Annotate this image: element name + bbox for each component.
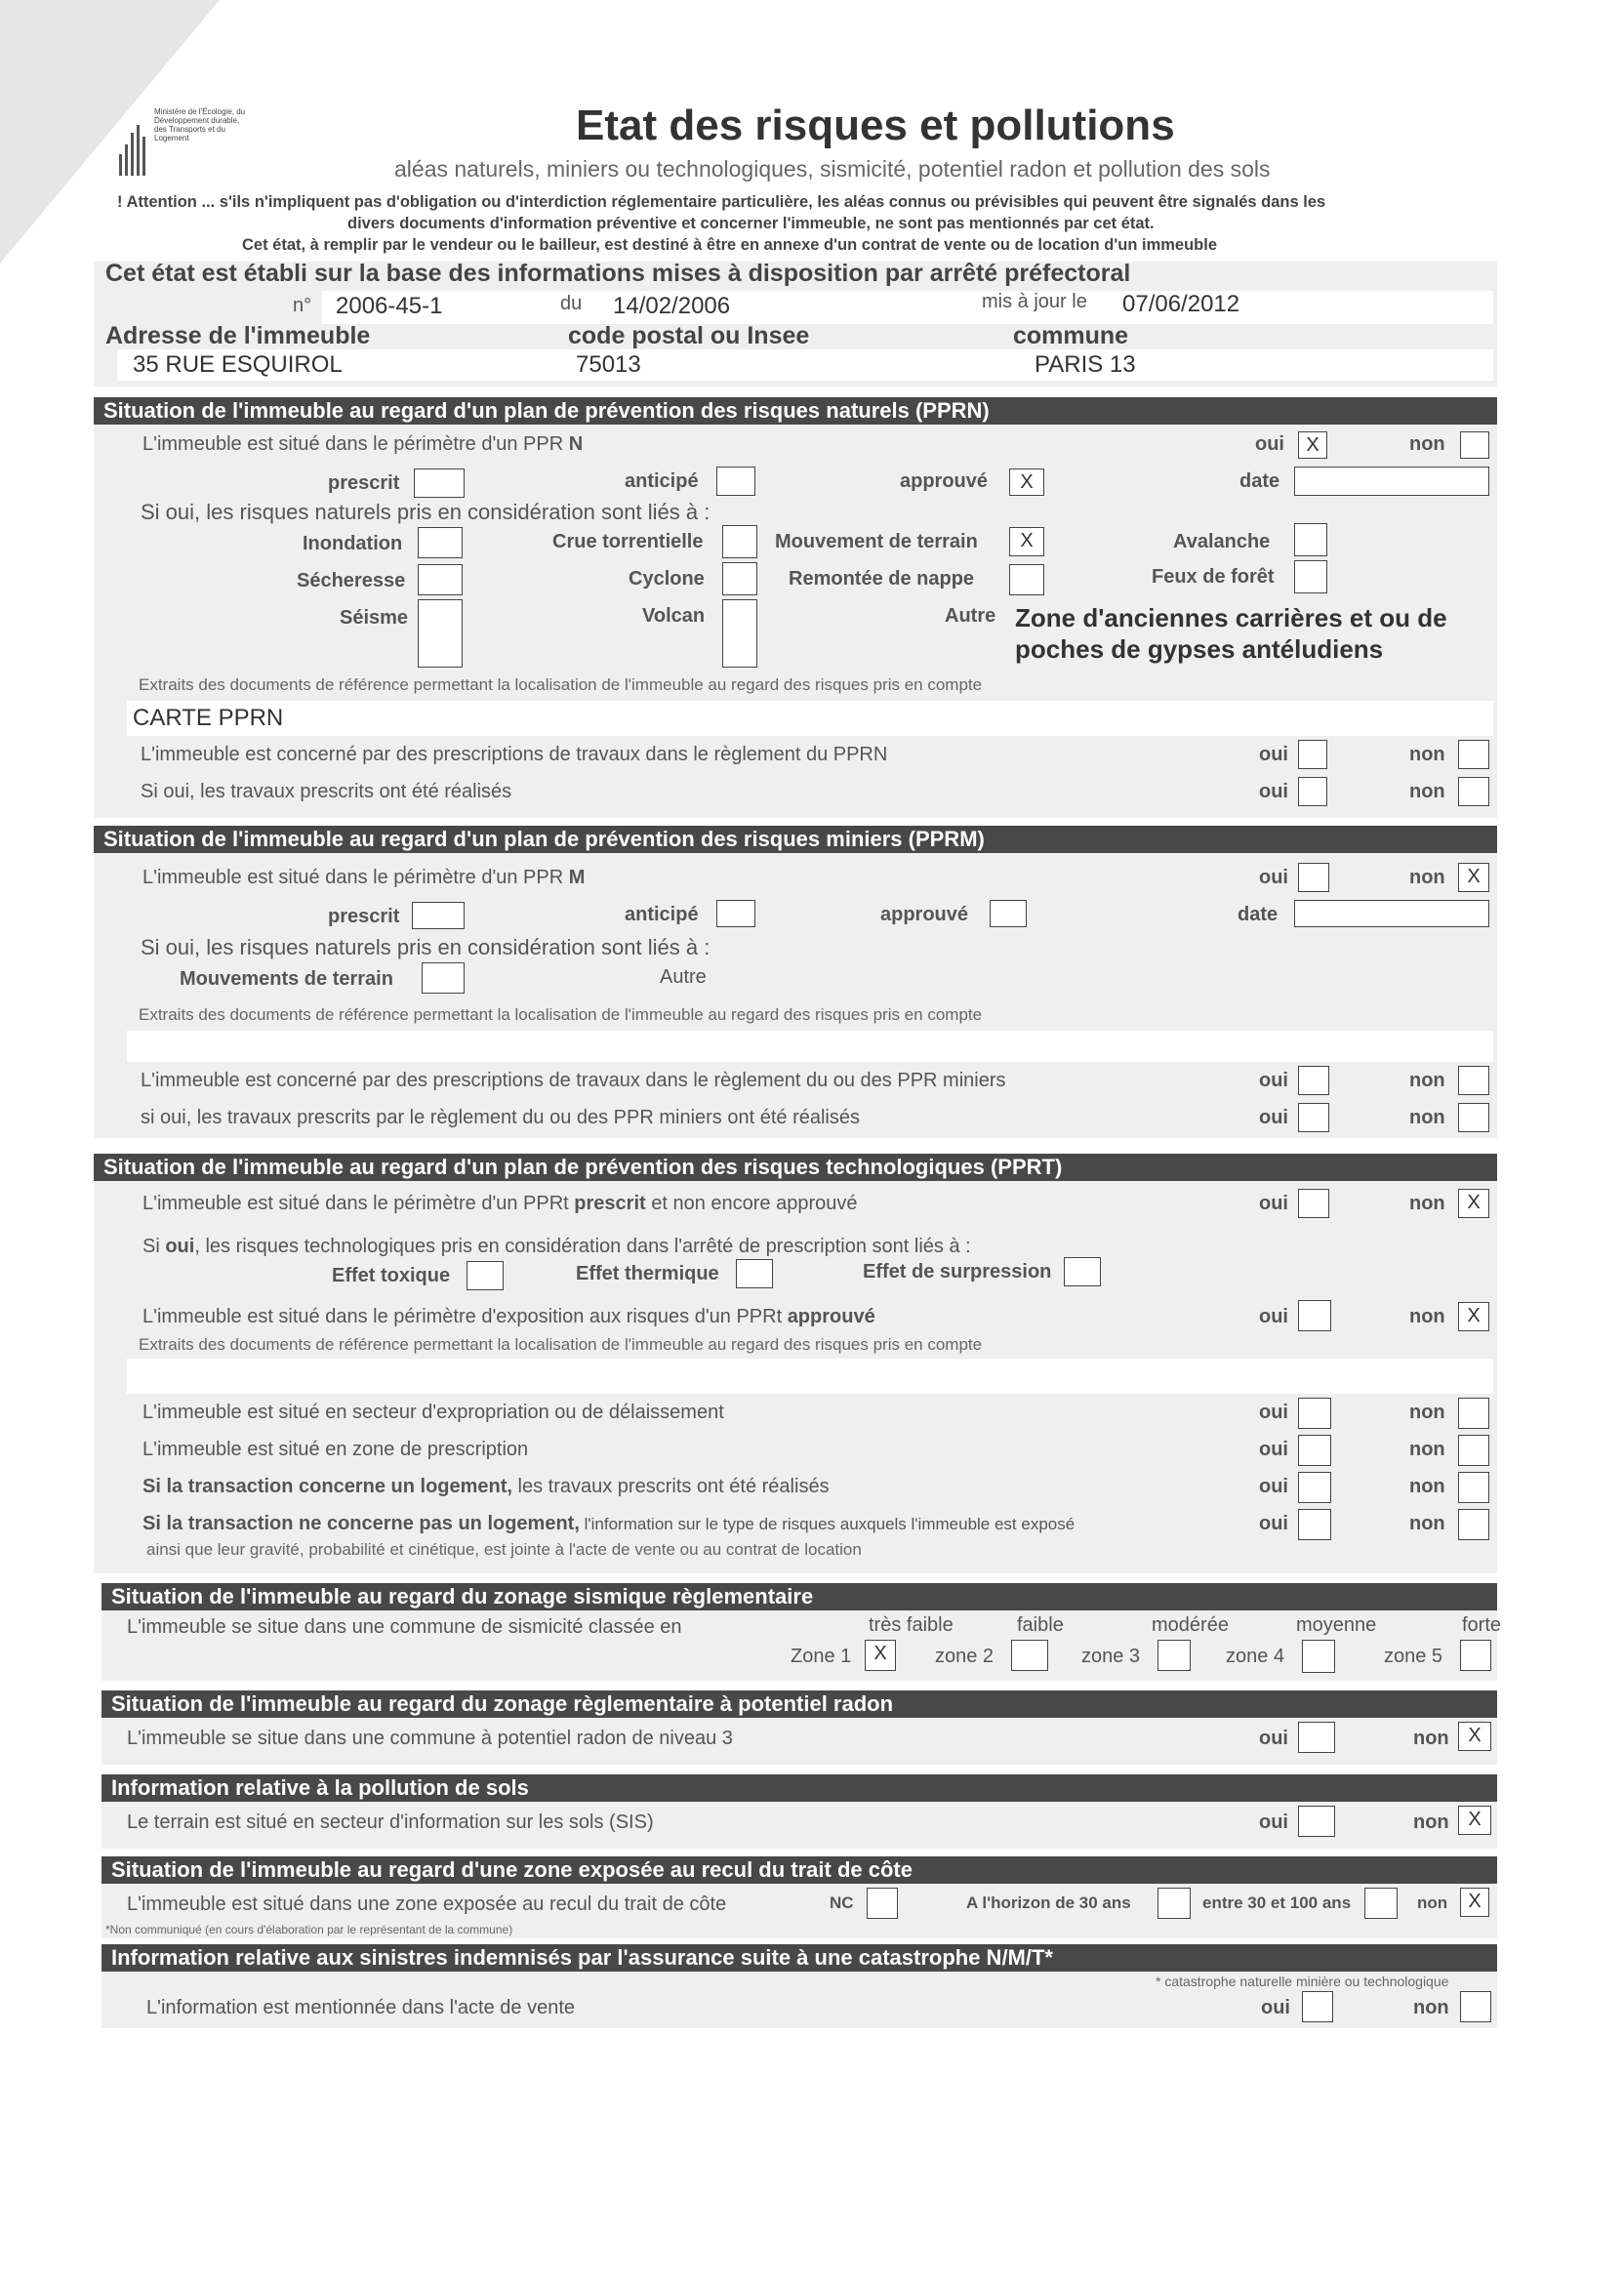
pprn-q3-non-label: non bbox=[1409, 781, 1445, 802]
pprm-prescrit-checkbox[interactable] bbox=[412, 902, 465, 929]
pprn-date-field[interactable] bbox=[1294, 467, 1489, 496]
sismique-zone1-checkbox[interactable]: X bbox=[865, 1640, 896, 1671]
sinistres-header: Information relative aux sinistres indemnisés par l'assurance suite à une catastrophe N/M/T* bbox=[102, 1944, 1497, 1972]
pprm-q3-oui-checkbox[interactable] bbox=[1298, 1103, 1329, 1132]
pprn-q2: L'immeuble est concerné par des prescriptions de travaux dans le règlement du PPRN bbox=[141, 744, 888, 765]
pprm-q1-non-label: non bbox=[1409, 867, 1445, 888]
pprt-q6-non-label: non bbox=[1409, 1513, 1445, 1534]
attention-line-2: divers documents d'information préventive et concerner l'immeuble, ne sont pas mentionnés par cet état. bbox=[347, 215, 1155, 232]
pprn-q3-oui-checkbox[interactable] bbox=[1298, 777, 1327, 806]
pprm-q2-non-label: non bbox=[1409, 1070, 1445, 1091]
pprt-q6: Si la transaction ne concerne pas un logement, l'information sur le type de risques auxquels l'immeuble est exposé bbox=[142, 1513, 1076, 1534]
pprn-inondation-label: Inondation bbox=[303, 533, 403, 554]
radon-q: L'immeuble se situe dans une commune à potentiel radon de niveau 3 bbox=[127, 1728, 733, 1749]
pprn-feux-label: Feux de forêt bbox=[1152, 566, 1275, 588]
cote-non-label: non bbox=[1417, 1893, 1448, 1912]
sismique-faible: faible bbox=[1017, 1614, 1064, 1636]
pprt-thermique-checkbox[interactable] bbox=[736, 1259, 773, 1288]
pprt-q2-non-checkbox[interactable]: X bbox=[1458, 1302, 1489, 1331]
pprn-approuve-checkbox[interactable]: X bbox=[1009, 468, 1044, 496]
sismique-zone2-label: zone 2 bbox=[935, 1646, 995, 1667]
sols-header: Information relative à la pollution de sols bbox=[102, 1774, 1497, 1802]
arrete-field-row bbox=[322, 291, 1493, 324]
postal-code-value: 75013 bbox=[576, 351, 641, 378]
pprt-q5: Si la transaction concerne un logement, les travaux prescrits ont été réalisés bbox=[142, 1476, 830, 1497]
pprn-anticipe-checkbox[interactable] bbox=[716, 467, 755, 496]
pprm-q3-non-checkbox[interactable] bbox=[1458, 1103, 1489, 1132]
pprt-q1-non-label: non bbox=[1409, 1193, 1445, 1214]
pprt-header: Situation de l'immeuble au regard d'un plan de prévention des risques technologiques (PPRT) bbox=[94, 1154, 1497, 1181]
pprm-q3-non-label: non bbox=[1409, 1107, 1445, 1128]
cote-nc-label: NC bbox=[830, 1893, 854, 1912]
pprn-q1: L'immeuble est situé dans le périmètre d'un PPR N bbox=[142, 433, 584, 455]
pprt-q4-non-checkbox[interactable] bbox=[1458, 1435, 1489, 1466]
pprn-cyclone-label: Cyclone bbox=[629, 568, 705, 590]
sols-q: Le terrain est situé en secteur d'information sur les sols (SIS) bbox=[127, 1812, 654, 1833]
pprn-remontee-checkbox[interactable] bbox=[1009, 564, 1044, 595]
pprn-extraits-value: CARTE PPRN bbox=[133, 705, 284, 731]
pprm-q3: si oui, les travaux prescrits par le règlement du ou des PPR miniers ont été réalisés bbox=[141, 1107, 861, 1128]
pprn-q3: Si oui, les travaux prescrits ont été réalisés bbox=[141, 781, 512, 802]
radon-header: Situation de l'immeuble au regard du zonage règlementaire à potentiel radon bbox=[102, 1690, 1497, 1718]
pprm-anticipe-checkbox[interactable] bbox=[716, 900, 755, 927]
pprt-surpression-checkbox[interactable] bbox=[1064, 1257, 1101, 1286]
pprt-q5-oui-checkbox[interactable] bbox=[1298, 1472, 1331, 1503]
pprn-extraits-label: Extraits des documents de référence permettant la localisation de l'immeuble au regard des risques pris en compte bbox=[139, 675, 983, 694]
pprm-prescrit-label: prescrit bbox=[328, 906, 400, 927]
cote-h30100-label: entre 30 et 100 ans bbox=[1202, 1893, 1352, 1912]
pprt-extraits-label: Extraits des documents de référence permettant la localisation de l'immeuble au regard des risques pris en compte bbox=[139, 1335, 983, 1354]
sismique-zone4-checkbox[interactable] bbox=[1302, 1640, 1335, 1673]
pprm-q3-oui-label: oui bbox=[1259, 1107, 1288, 1128]
pprn-autre-value-l2: poches de gypses antéludiens bbox=[1015, 634, 1384, 664]
pprn-date-label: date bbox=[1239, 470, 1280, 492]
maj-label: mis à jour le bbox=[982, 291, 1087, 312]
pprn-cyclone-checkbox[interactable] bbox=[722, 562, 757, 595]
pprm-mouvements-checkbox[interactable] bbox=[422, 962, 465, 994]
pprn-q1-oui-checkbox[interactable]: X bbox=[1298, 431, 1327, 459]
logo-text: Ministère de l'Écologie, du Développement durable, des Transports et du Logement bbox=[154, 107, 246, 142]
radon-oui-checkbox[interactable] bbox=[1298, 1722, 1335, 1753]
pprn-avalanche-label: Avalanche bbox=[1173, 531, 1271, 552]
pprn-crue-checkbox[interactable] bbox=[722, 525, 757, 558]
address-label: Adresse de l'immeuble bbox=[105, 322, 371, 349]
pprn-seisme-label: Séisme bbox=[340, 607, 409, 629]
pprm-q2-oui-checkbox[interactable] bbox=[1298, 1066, 1329, 1095]
sismique-zone3-label: zone 3 bbox=[1081, 1646, 1141, 1667]
pprm-header: Situation de l'immeuble au regard d'un plan de prévention des risques miniers (PPRM) bbox=[94, 826, 1497, 853]
pprn-autre-label: Autre bbox=[945, 605, 996, 627]
pprt-q3: L'immeuble est situé en secteur d'expropriation ou de délaissement bbox=[142, 1402, 724, 1423]
pprt-q6-oui-label: oui bbox=[1259, 1513, 1288, 1534]
pprt-q4: L'immeuble est situé en zone de prescription bbox=[142, 1439, 529, 1460]
cote-note: *Non communiqué (en cours d'élaboration par le représentant de la commune) bbox=[105, 1923, 513, 1936]
sols-non-checkbox[interactable]: X bbox=[1458, 1806, 1491, 1835]
pprt-thermique-label: Effet thermique bbox=[576, 1263, 719, 1284]
arrete-no-label: n° bbox=[293, 295, 312, 316]
arrete-du-label: du bbox=[560, 293, 583, 314]
sismique-header: Situation de l'immeuble au regard du zonage sismique règlementaire bbox=[102, 1583, 1497, 1610]
sismique-moderee: modérée bbox=[1152, 1614, 1229, 1636]
cote-non-checkbox[interactable]: X bbox=[1460, 1888, 1489, 1917]
pprt-q5-non-label: non bbox=[1409, 1476, 1445, 1497]
pprn-feux-checkbox[interactable] bbox=[1294, 560, 1327, 593]
pprn-approuve-label: approuvé bbox=[900, 470, 989, 492]
page-title: Etat des risques et pollutions bbox=[576, 102, 1175, 149]
commune-label: commune bbox=[1013, 322, 1129, 349]
sinistres-q: L'information est mentionnée dans l'acte de vente bbox=[146, 1997, 576, 2018]
pprt-q6-cont: ainsi que leur gravité, probabilité et cinétique, est jointe à l'acte de vente ou au contrat de location bbox=[146, 1540, 862, 1559]
pprm-extraits-label: Extraits des documents de référence permettant la localisation de l'immeuble au regard des risques pris en compte bbox=[139, 1005, 983, 1024]
pprm-autre-label: Autre bbox=[660, 966, 707, 988]
pprt-q1-oui-checkbox[interactable] bbox=[1298, 1189, 1329, 1218]
pprt-q3-non-label: non bbox=[1409, 1402, 1445, 1423]
pprt-q3-oui-checkbox[interactable] bbox=[1298, 1398, 1331, 1429]
commune-value: PARIS 13 bbox=[1035, 351, 1136, 378]
cote-header: Situation de l'immeuble au regard d'une zone exposée au recul du trait de côte bbox=[102, 1856, 1497, 1884]
pprn-si-oui: Si oui, les risques naturels pris en considération sont liés à : bbox=[141, 500, 710, 524]
pprn-mouvement-label: Mouvement de terrain bbox=[775, 531, 978, 552]
pprn-q3-oui-label: oui bbox=[1259, 781, 1288, 802]
pprm-q2-non-checkbox[interactable] bbox=[1458, 1066, 1489, 1095]
pprt-surpression-label: Effet de surpression bbox=[863, 1261, 1052, 1282]
pprn-header: Situation de l'immeuble au regard d'un plan de prévention des risques naturels (PPRN) bbox=[94, 397, 1497, 425]
pprm-q1-oui-checkbox[interactable] bbox=[1298, 863, 1329, 892]
sinistres-oui-checkbox[interactable] bbox=[1302, 1991, 1333, 2022]
pprt-q4-non-label: non bbox=[1409, 1439, 1445, 1460]
pprt-q1-oui-label: oui bbox=[1259, 1193, 1288, 1214]
pprn-q2-oui-label: oui bbox=[1259, 744, 1288, 765]
pprn-q1-non-label: non bbox=[1409, 433, 1445, 455]
logo-bars-icon bbox=[119, 125, 148, 176]
pprn-extraits-field bbox=[127, 701, 1493, 736]
page-subtitle: aléas naturels, miniers ou technologiques, sismicité, potentiel radon et pollution des sols bbox=[394, 156, 1271, 182]
pprn-avalanche-checkbox[interactable] bbox=[1294, 523, 1327, 556]
sols-oui-checkbox[interactable] bbox=[1298, 1806, 1335, 1837]
pprt-q1-non-checkbox[interactable]: X bbox=[1458, 1189, 1489, 1218]
sismique-tres-faible: très faible bbox=[869, 1614, 954, 1636]
pprm-q2: L'immeuble est concerné par des prescriptions de travaux dans le règlement du ou des PPR miniers bbox=[141, 1070, 1006, 1091]
attention-line-1: ! Attention ... s'ils n'impliquent pas d'obligation ou d'interdiction réglementaire particulière, les aléas connus ou prévisibles qui peuvent être signalés dans les bbox=[117, 193, 1326, 211]
sismique-zone2-checkbox[interactable] bbox=[1011, 1640, 1048, 1671]
pprn-seisme-checkbox[interactable] bbox=[418, 599, 463, 668]
pprm-extraits-field bbox=[127, 1031, 1493, 1062]
pprt-q6-non-checkbox[interactable] bbox=[1458, 1509, 1489, 1540]
pprn-mouvement-checkbox[interactable]: X bbox=[1009, 527, 1044, 556]
arrete-date-value: 14/02/2006 bbox=[613, 293, 731, 319]
pprn-q1-non-checkbox[interactable] bbox=[1460, 431, 1489, 459]
pprm-q1-oui-label: oui bbox=[1259, 867, 1288, 888]
pprt-q2: L'immeuble est situé dans le périmètre d'exposition aux risques d'un PPRt approuvé bbox=[142, 1306, 875, 1327]
attention-line-3: Cet état, à remplir par le vendeur ou le bailleur, est destiné à être en annexe d'un contrat de vente ou de location d'un immeuble bbox=[242, 236, 1218, 254]
pprt-extraits-field bbox=[127, 1359, 1493, 1394]
pprm-q1-non-checkbox[interactable]: X bbox=[1458, 863, 1489, 892]
pprn-prescrit-label: prescrit bbox=[328, 472, 400, 494]
sismique-zone5-label: zone 5 bbox=[1384, 1646, 1443, 1667]
pprn-autre-value-l1: Zone d'anciennes carrières et ou de bbox=[1015, 603, 1447, 632]
pprm-section-bg bbox=[94, 845, 1497, 1138]
pprm-si-oui: Si oui, les risques naturels pris en considération sont liés à : bbox=[141, 935, 710, 959]
sismique-zone4-label: zone 4 bbox=[1226, 1646, 1285, 1667]
pprn-prescrit-checkbox[interactable] bbox=[414, 468, 465, 498]
pprt-q1: L'immeuble est situé dans le périmètre d'un PPRt prescrit et non encore approuvé bbox=[142, 1193, 858, 1214]
sismique-zone5-checkbox[interactable] bbox=[1460, 1640, 1491, 1671]
arrete-no-value: 2006-45-1 bbox=[336, 293, 443, 319]
sinistres-non-label: non bbox=[1413, 1997, 1449, 2018]
radon-non-label: non bbox=[1413, 1728, 1449, 1749]
radon-oui-label: oui bbox=[1259, 1728, 1288, 1749]
pprn-q2-non-checkbox[interactable] bbox=[1458, 740, 1489, 769]
sismique-zone3-checkbox[interactable] bbox=[1157, 1640, 1191, 1671]
address-value: 35 RUE ESQUIROL bbox=[133, 351, 343, 378]
pprt-q5-non-checkbox[interactable] bbox=[1458, 1472, 1489, 1503]
pprm-q2-oui-label: oui bbox=[1259, 1070, 1288, 1091]
pprn-crue-label: Crue torrentielle bbox=[552, 531, 704, 552]
pprt-si-oui: Si oui, les risques technologiques pris en considération dans l'arrêté de prescription sont liés à : bbox=[142, 1236, 971, 1257]
pprm-date-field[interactable] bbox=[1294, 900, 1489, 927]
pprt-q6-oui-checkbox[interactable] bbox=[1298, 1509, 1331, 1540]
pprn-q3-non-checkbox[interactable] bbox=[1458, 777, 1489, 806]
postal-code-label: code postal ou Insee bbox=[568, 322, 810, 349]
pprn-secheresse-checkbox[interactable] bbox=[418, 564, 463, 595]
cote-h30-label: A l'horizon de 30 ans bbox=[966, 1893, 1131, 1912]
cote-q: L'immeuble est situé dans une zone exposée au recul du trait de côte bbox=[127, 1893, 727, 1915]
pprt-toxique-checkbox[interactable] bbox=[467, 1261, 504, 1290]
pprm-date-label: date bbox=[1238, 904, 1279, 925]
pprt-q5-oui-label: oui bbox=[1259, 1476, 1288, 1497]
pprt-q2-non-label: non bbox=[1409, 1306, 1445, 1327]
cote-nc-checkbox[interactable] bbox=[867, 1888, 898, 1919]
cote-h30-checkbox[interactable] bbox=[1157, 1888, 1191, 1919]
sinistres-oui-label: oui bbox=[1261, 1997, 1290, 2018]
pprm-q1: L'immeuble est situé dans le périmètre d'un PPR M bbox=[142, 867, 586, 888]
pprn-q2-oui-checkbox[interactable] bbox=[1298, 740, 1327, 769]
pprt-q3-oui-label: oui bbox=[1259, 1402, 1288, 1423]
sismique-zone1-label: Zone 1 bbox=[791, 1646, 852, 1667]
sinistres-note: * catastrophe naturelle minière ou technologique bbox=[1156, 1974, 1449, 1989]
pprn-secheresse-label: Sécheresse bbox=[297, 570, 406, 591]
pprn-remontee-label: Remontée de nappe bbox=[789, 568, 975, 590]
maj-value: 07/06/2012 bbox=[1122, 291, 1240, 317]
sismique-forte: forte bbox=[1462, 1614, 1502, 1636]
sismique-moyenne: moyenne bbox=[1296, 1614, 1377, 1636]
pprt-toxique-label: Effet toxique bbox=[332, 1265, 451, 1286]
pprn-q1-oui-label: oui bbox=[1255, 433, 1284, 455]
pprt-q4-oui-label: oui bbox=[1259, 1439, 1288, 1460]
pprt-q4-oui-checkbox[interactable] bbox=[1298, 1435, 1331, 1466]
base-heading: Cet état est établi sur la base des informations mises à disposition par arrêté préfectoral bbox=[105, 260, 1131, 287]
pprm-mouvements-label: Mouvements de terrain bbox=[180, 968, 393, 990]
sols-oui-label: oui bbox=[1259, 1812, 1288, 1833]
pprm-anticipe-label: anticipé bbox=[625, 904, 699, 925]
pprn-volcan-checkbox[interactable] bbox=[722, 599, 757, 668]
pprn-q2-non-label: non bbox=[1409, 744, 1445, 765]
sinistres-non-checkbox[interactable] bbox=[1460, 1991, 1491, 2022]
sismique-q: L'immeuble se situe dans une commune de sismicité classée en bbox=[127, 1616, 682, 1638]
pprt-q3-non-checkbox[interactable] bbox=[1458, 1398, 1489, 1429]
pprn-volcan-label: Volcan bbox=[642, 605, 706, 627]
pprn-inondation-checkbox[interactable] bbox=[418, 527, 463, 558]
pprm-approuve-label: approuvé bbox=[880, 904, 969, 925]
pprn-anticipe-label: anticipé bbox=[625, 470, 699, 492]
pprt-q2-oui-checkbox[interactable] bbox=[1298, 1300, 1331, 1331]
pprt-q2-oui-label: oui bbox=[1259, 1306, 1288, 1327]
cote-h30100-checkbox[interactable] bbox=[1364, 1888, 1398, 1919]
radon-non-checkbox[interactable]: X bbox=[1458, 1722, 1491, 1751]
pprm-approuve-checkbox[interactable] bbox=[990, 900, 1027, 927]
sols-non-label: non bbox=[1413, 1812, 1449, 1833]
